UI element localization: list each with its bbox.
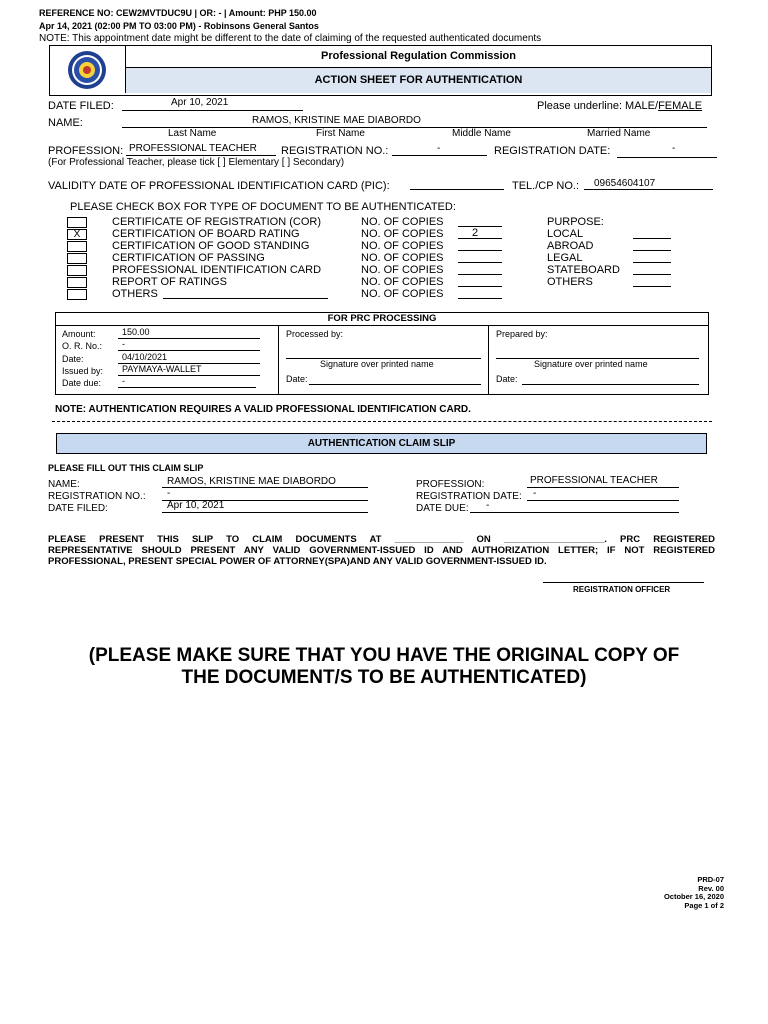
prc-seal-icon <box>67 50 107 90</box>
claim-profession-value: PROFESSIONAL TEACHER <box>530 475 658 486</box>
claim-slip-title: AUTHENTICATION CLAIM SLIP <box>56 433 707 454</box>
document-checkbox[interactable] <box>67 265 87 276</box>
date-filed-label: DATE FILED: <box>48 100 114 112</box>
processed-date-field[interactable] <box>309 384 481 385</box>
copies-label: NO. OF COPIES <box>361 216 444 228</box>
copies-field[interactable] <box>458 286 502 287</box>
claim-name-field[interactable] <box>162 487 368 488</box>
prc-date-value: 04/10/2021 <box>122 352 168 362</box>
amount-value: 150.00 <box>122 327 150 337</box>
form-date: October 16, 2020 <box>663 892 724 901</box>
prc-divider-1 <box>278 326 279 394</box>
document-checkbox[interactable] <box>67 253 87 264</box>
document-label: CERTIFICATION OF GOOD STANDING <box>112 240 310 252</box>
purpose-option: OTHERS <box>547 276 593 288</box>
claim-date-filed-label: DATE FILED: <box>48 503 108 514</box>
date-filed-value: Apr 10, 2021 <box>171 97 229 108</box>
claim-reg-date-label: REGISTRATION DATE: <box>416 491 522 502</box>
form-footer <box>664 876 724 910</box>
reg-no-label: REGISTRATION NO.: <box>281 145 389 157</box>
auth-requirement-note: NOTE: AUTHENTICATION REQUIRES A VALID PROFESSIONAL IDENTIFICATION CARD. <box>55 404 471 415</box>
claim-date-filed-field[interactable] <box>162 512 368 513</box>
document-label: REPORT OF RATINGS <box>112 276 227 288</box>
teacher-level-note: (For Professional Teacher, please tick [ ] Elementary [ ] Secondary) <box>48 157 345 168</box>
name-label: NAME: <box>48 117 83 129</box>
profession-value: PROFESSIONAL TEACHER <box>129 143 257 154</box>
document-label: CERTIFICATE OF REGISTRATION (COR) <box>112 216 321 228</box>
copies-field[interactable] <box>458 238 502 239</box>
reminder-line-1: (PLEASE MAKE SURE THAT YOU HAVE THE ORIGINAL COPY OF <box>88 645 680 666</box>
claim-reg-date-field[interactable] <box>527 500 679 501</box>
tel-field[interactable] <box>584 189 713 190</box>
gender-label: Please underline: MALE/ <box>537 100 659 112</box>
copies-label: NO. OF COPIES <box>361 252 444 264</box>
logo-cell <box>50 46 126 93</box>
tel-value: 09654604107 <box>594 178 656 189</box>
reg-no-value: - <box>437 143 441 154</box>
gender-female: FEMALE <box>658 100 703 112</box>
prepared-by-label: Prepared by: <box>496 329 548 339</box>
prepared-date-label: Date: <box>496 374 518 384</box>
claim-name-value: RAMOS, KRISTINE MAE DIABORDO <box>167 476 336 487</box>
name-part-married: Married Name <box>587 128 651 139</box>
page-number: Page 1 of 2 <box>684 900 724 910</box>
purpose-title: PURPOSE: <box>547 216 604 228</box>
purpose-option: LOCAL <box>547 228 584 240</box>
others-document-field[interactable] <box>163 298 328 299</box>
purpose-field[interactable] <box>633 262 671 263</box>
claim-date-filed-value: Apr 10, 2021 <box>167 500 225 511</box>
reg-date-value: - <box>672 143 676 154</box>
amount-label: Amount: <box>62 329 96 339</box>
reg-date-label: REGISTRATION DATE: <box>494 145 611 157</box>
copies-label: NO. OF COPIES <box>361 288 444 300</box>
copies-field[interactable] <box>458 274 502 275</box>
claim-date-due-value: - <box>486 500 490 511</box>
copies-label: NO. OF COPIES <box>361 240 444 252</box>
claim-profession-label: PROFESSION: <box>416 479 485 490</box>
date-due-value: - <box>122 376 125 386</box>
copies-label: NO. OF COPIES <box>361 228 444 240</box>
claim-date-due-field[interactable] <box>470 512 679 513</box>
purpose-option: LEGAL <box>547 252 583 264</box>
claim-instructions-line-1: PLEASE PRESENT THIS SLIP TO CLAIM DOCUMENTS AT _____________ ON ___________________. PRC REGISTERED <box>48 534 715 545</box>
form-title: ACTION SHEET FOR AUTHENTICATION <box>126 68 711 93</box>
processed-by-label: Processed by: <box>286 329 344 339</box>
document-checkbox[interactable] <box>67 217 87 228</box>
processed-sig-caption: Signature over printed name <box>320 359 434 369</box>
validity-field[interactable] <box>410 189 504 190</box>
profession-field[interactable] <box>126 155 276 156</box>
document-checkbox[interactable] <box>67 289 87 300</box>
cut-line <box>52 421 712 422</box>
copies-field[interactable] <box>458 298 502 299</box>
reg-no-field[interactable] <box>392 155 487 156</box>
tel-label: TEL./CP NO.: <box>512 180 580 192</box>
date-due-field[interactable] <box>118 387 256 388</box>
reg-date-field[interactable] <box>617 157 717 158</box>
validity-label: VALIDITY DATE OF PROFESSIONAL IDENTIFICATION CARD (PIC): <box>48 180 390 192</box>
purpose-field[interactable] <box>633 274 671 275</box>
document-label: CERTIFICATION OF BOARD RATING <box>112 228 300 240</box>
purpose-option: STATEBOARD <box>547 264 620 276</box>
copies-label: NO. OF COPIES <box>361 264 444 276</box>
claim-fill-instruction: PLEASE FILL OUT THIS CLAIM SLIP <box>48 463 204 473</box>
profession-label: PROFESSION: <box>48 145 124 157</box>
reference-line: REFERENCE NO: CEW2MVTDUC9U | OR: - | Amount: PHP 150.00 <box>39 8 317 18</box>
claim-instructions <box>48 534 715 567</box>
purpose-field[interactable] <box>633 286 671 287</box>
copies-label: NO. OF COPIES <box>361 276 444 288</box>
document-checkbox[interactable]: X <box>67 229 87 240</box>
document-checkbox[interactable] <box>67 277 87 288</box>
document-label: CERTIFICATION OF PASSING <box>112 252 265 264</box>
form-revision: Rev. 00 <box>698 883 724 893</box>
gender-prompt <box>537 100 702 112</box>
registration-officer-label: REGISTRATION OFFICER <box>573 585 671 594</box>
prepared-date-field[interactable] <box>522 384 699 385</box>
claim-date-due-label: DATE DUE: <box>416 503 469 514</box>
name-part-middle: Middle Name <box>452 128 511 139</box>
form-code: PRD-07 <box>697 875 724 884</box>
document-label: PROFESSIONAL IDENTIFICATION CARD <box>112 264 322 276</box>
copies-field[interactable] <box>458 226 502 227</box>
form-header <box>49 45 712 96</box>
prc-divider-2 <box>488 326 489 394</box>
purpose-option: ABROAD <box>547 240 594 252</box>
name-value: RAMOS, KRISTINE MAE DIABORDO <box>252 115 421 126</box>
date-filed-field[interactable] <box>122 110 303 111</box>
prc-processing-title: FOR PRC PROCESSING <box>56 313 708 326</box>
purpose-field[interactable] <box>633 238 671 239</box>
or-label: O. R. No.: <box>62 341 103 351</box>
issued-by-value: PAYMAYA-WALLET <box>122 364 202 374</box>
claim-profession-field[interactable] <box>527 487 679 488</box>
or-field[interactable] <box>118 350 260 351</box>
processed-date-label: Date: <box>286 374 308 384</box>
prepared-sig-caption: Signature over printed name <box>534 359 648 369</box>
claim-instructions-line-3: PROFESSIONAL, PRESENT SPECIAL POWER OF ATTORNEY(SPA)AND ANY VALID GOVERNMENT-ISSUED ID. <box>48 556 547 567</box>
appointment-note: NOTE: This appointment date might be different to the date of claiming of the requested authenticated documents <box>39 33 542 44</box>
claim-reg-date-value: - <box>533 488 537 499</box>
issued-by-field[interactable] <box>118 375 260 376</box>
copies-value: 2 <box>472 227 479 239</box>
name-part-first: First Name <box>316 128 365 139</box>
claim-reg-no-value: - <box>167 488 171 499</box>
org-name: Professional Regulation Commission <box>126 46 711 68</box>
claim-reg-no-label: REGISTRATION NO.: <box>48 491 146 502</box>
purpose-field[interactable] <box>633 250 671 251</box>
reminder-line-2: THE DOCUMENT/S TO BE AUTHENTICATED) <box>181 667 587 688</box>
prc-processing-box <box>55 312 709 395</box>
amount-field[interactable] <box>118 338 260 339</box>
prc-date-label: Date: <box>62 354 84 364</box>
schedule-line: Apr 14, 2021 (02:00 PM TO 03:00 PM) - Robinsons General Santos <box>39 21 319 31</box>
check-instruction: PLEASE CHECK BOX FOR TYPE OF DOCUMENT TO BE AUTHENTICATED: <box>70 201 456 213</box>
name-part-last: Last Name <box>168 128 217 139</box>
copies-field[interactable] <box>458 250 502 251</box>
claim-instructions-line-2: REPRESENTATIVE SHOULD PRESENT ANY VALID GOVERNMENT-ISSUED ID AND AUTHORIZATION LETTER; IF NOT REGISTERED <box>48 545 715 556</box>
document-label: OTHERS <box>112 288 158 300</box>
issued-by-label: Issued by: <box>62 366 104 376</box>
or-value: - <box>122 339 125 349</box>
officer-signature-line[interactable] <box>543 582 704 583</box>
date-due-label: Date due: <box>62 378 102 388</box>
copies-field[interactable] <box>458 262 502 263</box>
claim-name-label: NAME: <box>48 479 80 490</box>
original-copy-reminder <box>40 645 728 689</box>
document-checkbox[interactable] <box>67 241 87 252</box>
